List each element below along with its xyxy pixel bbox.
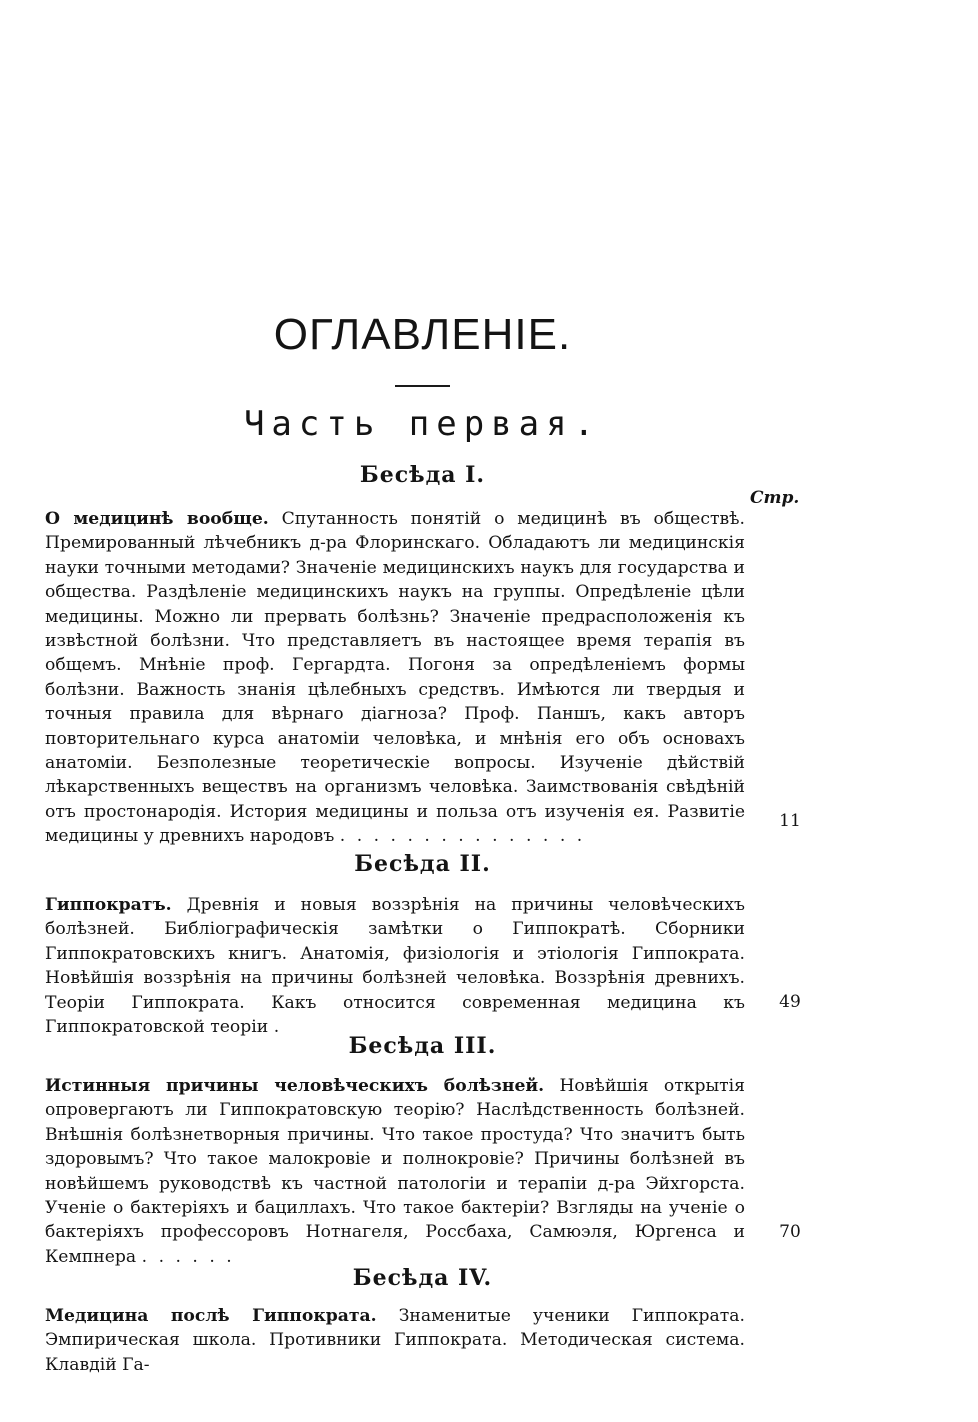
toc-title: ОГЛАВЛЕНІЕ. [273,310,572,359]
chapter-lead-1: О медицинѣ вообще. [45,509,269,529]
page-number-1: 11 [779,811,801,831]
chapter-lead-2: Гиппократъ. [45,895,172,915]
page-number-3: 70 [779,1222,801,1242]
page-number-2: 49 [779,992,801,1012]
chapter-text-1: Спутанность понятій о медицинѣ въ обществѣ. Премированный лѣчебникъ д-ра Флоринскаго. Обладаютъ ли медицинскія науки точными методами? Значеніе медицинскихъ наукъ для государства и общества. Раздѣленіе медицинскихъ наукъ на группы. Опредѣленіе цѣли медицины. Можно ли прервать болѣзнь? Значеніе предрасположенія къ извѣстной болѣзни. Что представляетъ въ настоящее время терапія въ общемъ. Мнѣніе проф. Гергардта. Погоня за опредѣленіемъ формы болѣзни. Важность знанія цѣлебныхъ средствъ. Имѣются ли твердыя и точныя правила для вѣрнаго діагноза? Проф. Паншъ, какъ авторъ повторительнаго курса анатоміи человѣка, и мнѣнія его объ основахъ анатоміи. Безполезные теоретическіе вопросы. Изученіе дѣйствій лѣкарственныхъ веществъ на организмъ человѣка. Заимствованія свѣдѣній отъ простонародія. История медицины и польза отъ изученія ея. Развитіе медицины у древнихъ народовъ [45,509,745,847]
chapter-text-3: Новѣйшія открытія опровергаютъ ли Гиппократовскую теорію? Наслѣдственность болѣзней. Внѣшнія болѣзнетворныя причины. Что такое простуда? Что значитъ быть здоровымъ? Что такое малокровіе и полнокровіе? Причины болѣзней въ новѣйшемъ руководствѣ къ частной патологіи и терапіи д-ра Эйхгорста. Ученіе о бактеріяхъ и бациллахъ. Что такое бактеріи? Взгляды на ученіе о бактеріяхъ профессоровъ Нотнагеля, Россбаха, Самюэля, Юргенса и Кемпнера [45,1076,746,1267]
chapter-text-4: Знаменитые ученики Гиппократа. Эмпирическая школа. Противники Гиппократа. Методическая система. Клавдій Га- [45,1306,745,1375]
chapter-summary-2 [45,893,745,1039]
leader-dots-3: . . . . . . [141,1246,235,1267]
chapter-summary-3 [45,1074,745,1269]
chapter-heading-4: Бесѣда IV. [352,1265,493,1291]
chapter-summary-4 [45,1304,745,1377]
chapter-summary-1 [45,507,745,849]
chapter-heading-2: Бесѣда II. [354,851,491,877]
page-column-label: Стр. [750,488,800,508]
part-title: Часть первая. [243,404,602,444]
chapter-text-2: Древнія и новыя воззрѣнія на причины человѣческихъ болѣзней. Библіографическія замѣтки о Гиппократѣ. Сборники Гиппократовскихъ книгъ. Анатомія, физіологія и этіологія Гиппократа. Новѣйшія воззрѣнія на причины болѣзней человѣка. Воззрѣнія древнихъ. Теоріи Гиппократа. Какъ относится современная медицина къ Гиппократовской теоріи [45,895,745,1038]
chapter-lead-4: Медицина послѣ Гиппократа. [45,1306,377,1326]
chapter-heading-1: Бесѣда I. [359,462,486,488]
leader-dots-1: . . . . . . . . . . . . . . . [339,826,586,847]
chapter-lead-3: Истинныя причины человѣческихъ болѣзней. [45,1076,545,1096]
leader-dots-2: . [273,1017,283,1038]
chapter-heading-3: Бесѣда III. [348,1033,497,1059]
title-divider [395,385,450,387]
